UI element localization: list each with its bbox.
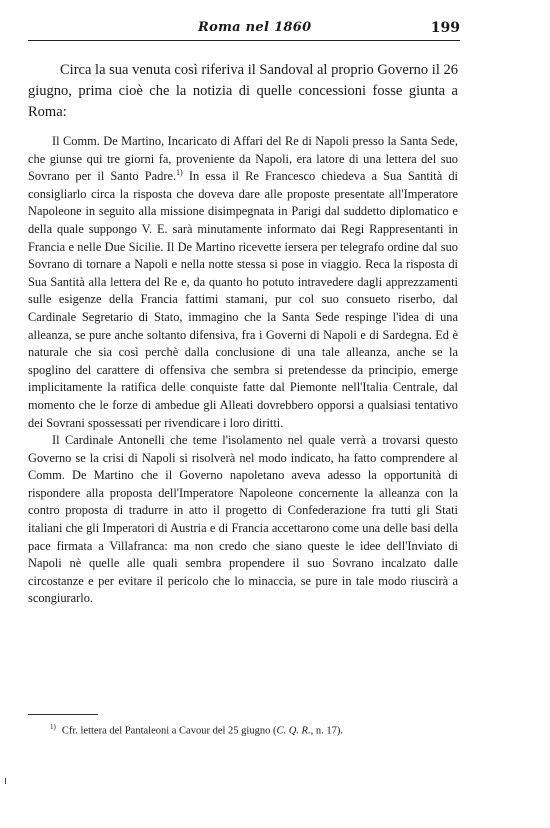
scan-mark (5, 778, 6, 784)
footnote (50, 723, 470, 737)
quoted-letter (28, 133, 458, 608)
footnote-reference: 1) (176, 168, 183, 178)
letter-paragraph-2 (28, 432, 458, 608)
paragraph-1-text-a: Il Comm. De Martino, Incaricato di Affari del Re di Napoli presso la Santa Sede, che giunse qui tre giorni fa, proveniente da Napoli, era latore di una lettera del suo Sovrano per il Santo Padre. (28, 134, 458, 184)
running-head-title: Roma nel 1860 (198, 20, 312, 35)
footnote-citation: C. Q. R. (276, 725, 311, 737)
footnote-text-b: , n. 17). (310, 725, 343, 737)
footnote-divider (28, 714, 98, 715)
intro-paragraph (28, 60, 458, 123)
paragraph-1-text-b: In essa il Re Francesco chiedeva a Sua Santità di consigliarlo circa la risposta che doveva dare alle proposte presentate all'Imperatore Napoleone in seguito alla missione disimpegnata in Parigi dal suddetto diplomatico e della quale suppongo V. E. sarà minutamente informato dai Regi Rappresentanti in Francia e nelle Due Sicilie. Il De Martino ricevette iersera per telegrafo ordine dal suo Sovrano di tornare a Napoli e nella notte stessa si pose in viaggio. Reca la risposta di Sua Santità alla lettera del Re e, da quanto ho potuto intravedere dagli apprezzamenti sulle esigenze della Francia fattimi stamani, pur col suo consueto riserbo, dal Cardinale Segretario di Stato, immagino che la Santa Sede respinge l'idea di una alleanza, se pure anche soltanto difensiva, fra i Governi di Napoli e di Sardegna. Ed è naturale che sia così perchè dalla conclusione di una tale alleanza, anche se la spoglino del carattere di offensiva che sembra si pretendesse da principio, emerge implicitamente la ratifica delle conquiste fatte dal Piemonte nell'Italia Centrale, dal momento che le forze di ambedue gli Alleati dovrebbero opporsi a qualsiasi tentativo dei Sovrani spossessati per rivendicare i loro diritti. (28, 169, 458, 430)
intro-text: Circa la sua venuta così riferiva il Sandoval al proprio Governo il 26 giugno, prima cioè che la notizia di quelle concessioni fosse giunta a Roma: (28, 62, 458, 120)
page-number: 199 (430, 20, 460, 36)
footnote-marker: 1) (50, 723, 56, 731)
letter-paragraph-1 (28, 133, 458, 432)
paragraph-2-text: Il Cardinale Antonelli che teme l'isolamento nel quale verrà a trovarsi questo Governo se la crisi di Napoli si risolverà nel modo indicato, ha fatto comprendere al Comm. De Martino che il Governo napoletano aveva adesso la opportunità di rispondere alla proposta dell'Imperatore Napoleone concernente la alleanza con la contro proposta di tradurre in atto il progetto di Confederazione fra tutti gli Stati italiani che gli Imperatori di Austria e di Francia accettarono come una delle basi della pace firmata a Villafranca: ma non credo che siano queste le idee dell'Inviato di Napoli nè quelle alle quali sembra propendere il suo Sovrano incalzato dalle circostanze e per evitare il pericolo che lo minaccia, se pure in tale modo riuscirà a scongiurarlo. (28, 433, 458, 606)
running-head (28, 20, 460, 41)
footnote-text-a: Cfr. lettera del Pantaleoni a Cavour del 25 giugno ( (61, 725, 277, 737)
